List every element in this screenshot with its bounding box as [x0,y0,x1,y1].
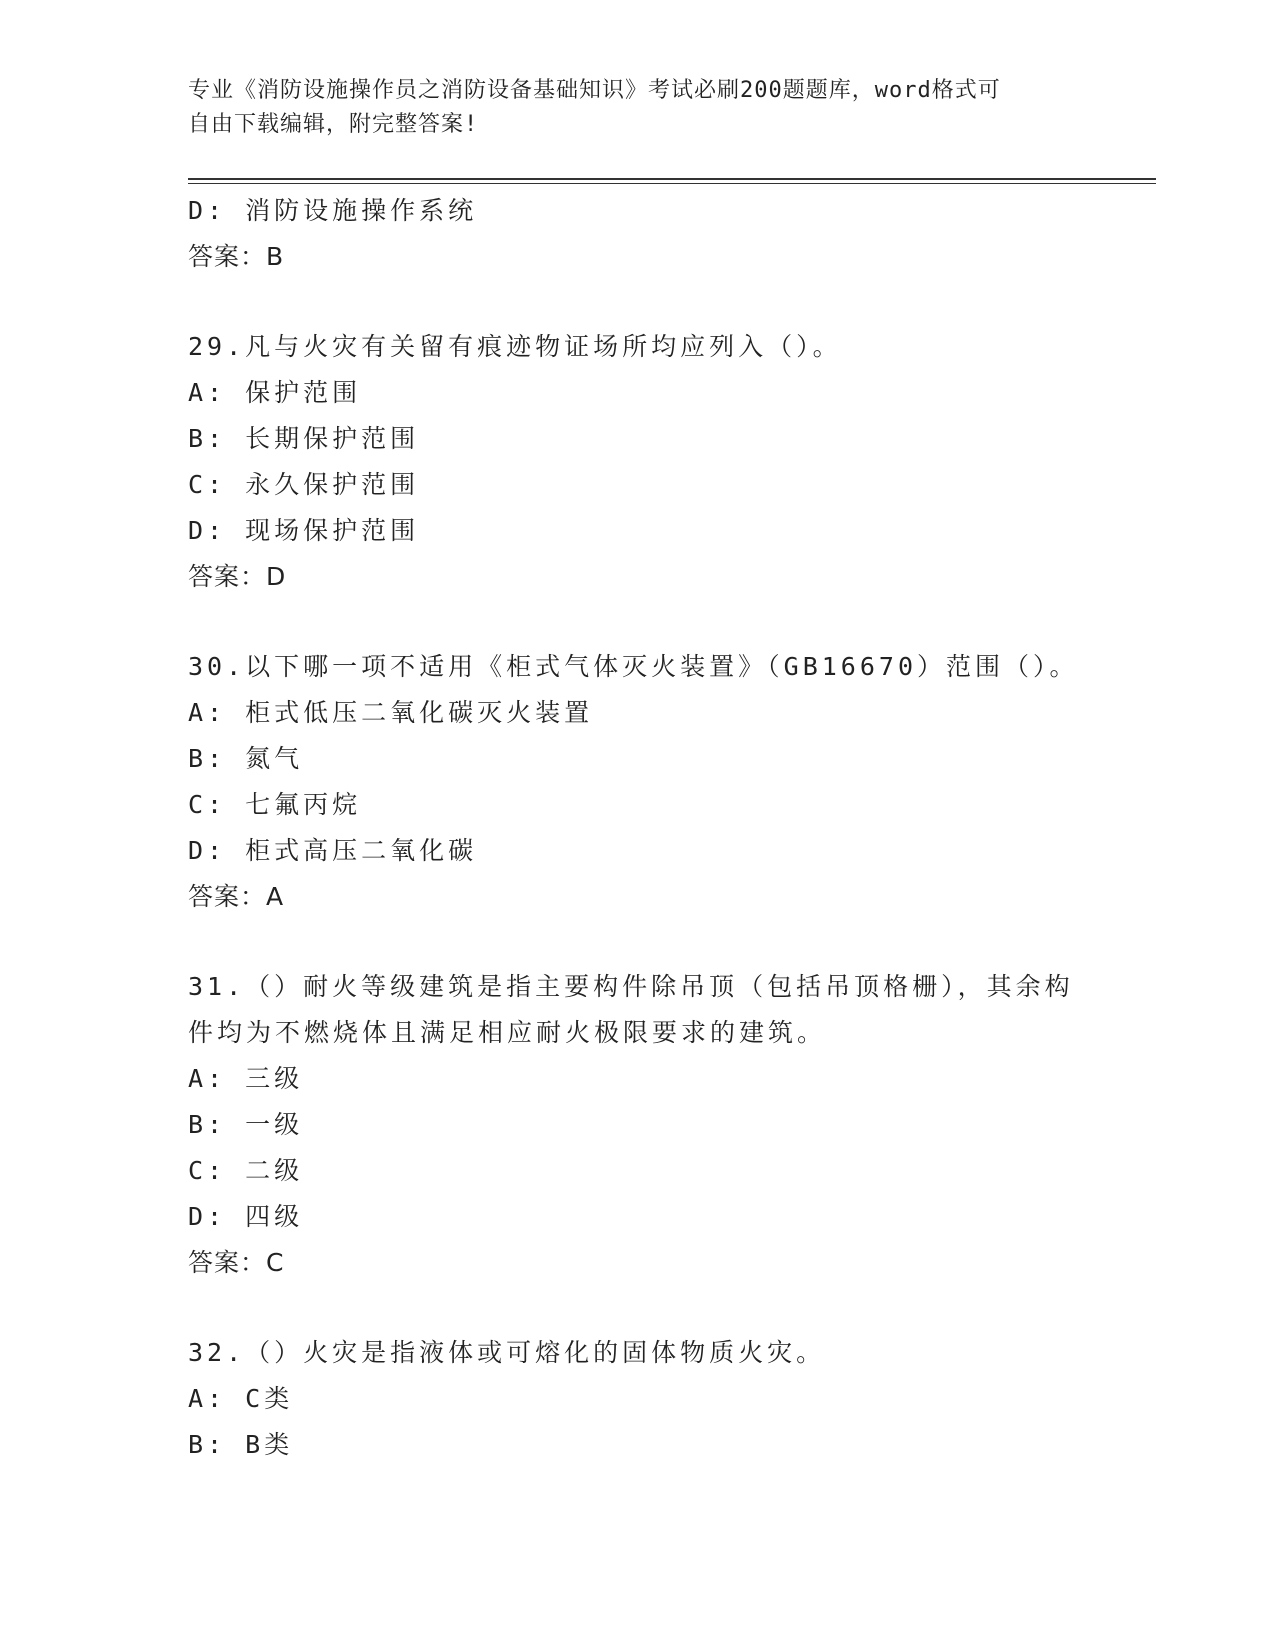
option-d: D: 消防设施操作系统 [188,196,478,225]
option-c: C: 七氟丙烷 [188,790,362,819]
option-b: B: 氮气 [188,744,304,773]
header-line-2: 自由下载编辑，附完整答案! [188,112,479,137]
question-30 [188,644,1088,920]
option-a: A: 保护范围 [188,378,362,407]
option-c: C: 永久保护范围 [188,470,420,499]
document-header [188,74,1088,142]
option-b: B: 一级 [188,1110,304,1139]
question-29 [188,324,1088,600]
answer-line: 答案：D [188,562,287,591]
answer-line: 答案：A [188,882,285,911]
option-d: D: 四级 [188,1202,304,1231]
question-32 [188,1330,1088,1468]
document-body [188,188,1088,1468]
question-text: 32.（）火灾是指液体或可熔化的固体物质火灾。 [188,1338,826,1367]
header-line-1: 专业《消防设施操作员之消防设备基础知识》考试必刷200题题库，word格式可 [188,78,1001,103]
question-text: 29.凡与火灾有关留有痕迹物证场所均应列入（）。 [188,332,842,361]
option-a: A: 三级 [188,1064,304,1093]
question-text-line-2: 件均为不燃烧体且满足相应耐火极限要求的建筑。 [188,1018,827,1047]
question-31 [188,964,1088,1286]
answer-line: 答案：B [188,242,285,271]
answer-line: 答案：C [188,1248,285,1277]
option-d: D: 柜式高压二氧化碳 [188,836,478,865]
option-d: D: 现场保护范围 [188,516,420,545]
option-b: B: 长期保护范围 [188,424,420,453]
option-b: B: B类 [188,1430,294,1459]
header-divider-thick [188,178,1156,180]
option-a: A: 柜式低压二氧化碳灭火装置 [188,698,594,727]
question-text: 30.以下哪一项不适用《柜式气体灭火装置》（GB16670）范围（）。 [188,652,1079,681]
option-a: A: C类 [188,1384,294,1413]
option-c: C: 二级 [188,1156,304,1185]
header-divider-thin [188,183,1156,184]
question-text-line-1: 31.（）耐火等级建筑是指主要构件除吊顶（包括吊顶格栅），其余构 [188,972,1074,1001]
